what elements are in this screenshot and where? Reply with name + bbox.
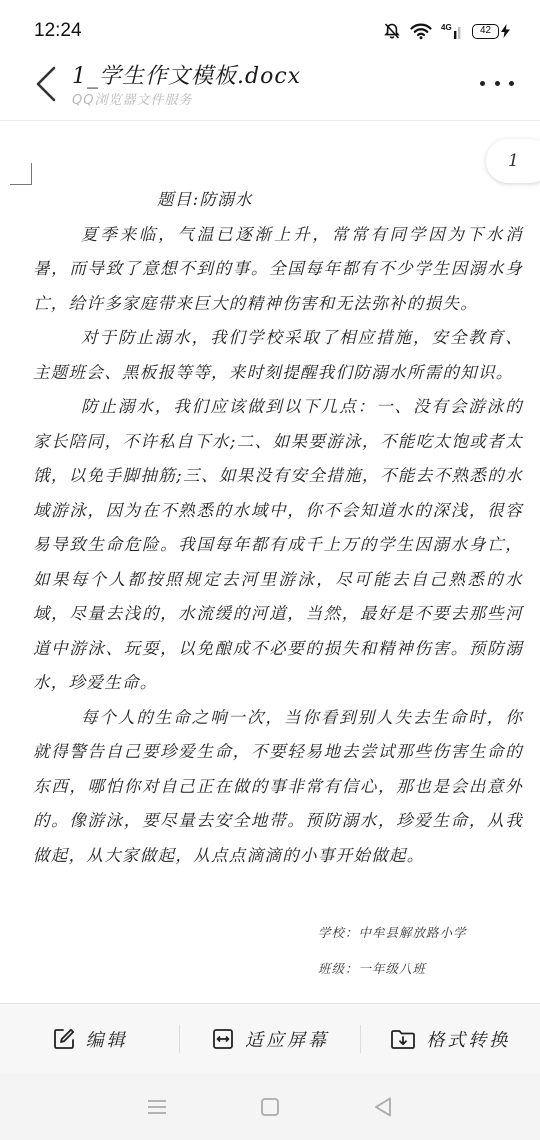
system-navigation-bar [0, 1073, 540, 1140]
more-dot-icon [480, 81, 485, 86]
bottom-toolbar [0, 1003, 540, 1073]
back-triangle-icon [373, 1096, 393, 1118]
signal-icon [441, 22, 463, 40]
battery-indicator [472, 24, 510, 39]
document-viewer[interactable] [0, 121, 540, 1003]
school-line: 学校：中牟县解放路小学 [318, 925, 467, 940]
recent-apps-button[interactable] [137, 1087, 177, 1127]
essay-paragraph: 对于防止溺水，我们学校采取了相应措施，安全教育、主题班会、黑板报等等，来时刻提醒我们防溺水所需的知识。 [33, 328, 523, 382]
document-title: 1_学生作文模板.docx [72, 64, 302, 89]
back-button[interactable] [28, 62, 64, 106]
network-type: 4G [441, 23, 452, 32]
back-arrow-icon [28, 62, 64, 106]
status-icons [383, 22, 510, 40]
wifi-icon [410, 22, 432, 40]
convert-download-icon [390, 1027, 416, 1051]
essay-paragraph: 每个人的生命之响一次，当你看到别人失去生命时，你就得警告自己要珍爱生命，不要轻易地去尝试那些伤害生命的东西，哪怕你对自己正在做的事非常有信心，那也是会出意外的。像游泳，要尽量去安全地带。预防溺水，珍爱生命，从我做起，从大家做起，从点点滴滴的小事开始做起。 [33, 707, 523, 865]
essay-paragraph: 夏季来临，气温已逐渐上升，常常有同学因为下水消暑，而导致了意想不到的事。全国每年都有不少学生因溺水身亡，给许多家庭带来巨大的精神伤害和无法弥补的损失。 [33, 224, 523, 313]
charging-icon [501, 24, 510, 38]
home-button[interactable] [250, 1087, 290, 1127]
document-source: QQ浏览器文件服务 [72, 93, 193, 108]
essay-paragraph: 防止溺水，我们应该做到以下几点：一、没有会游泳的家长陪同，不许私自下水;二、如果要游泳，不能吃太饱或者太饿，以免手脚抽筋;三、如果没有安全措施，不能去不熟悉的水域游泳，因为在不熟悉的水域中，你不会知道水的深浅，很容易导致生命危险。我国每年都有成千上万的学生因溺水身亡，如果每个人都按照规定去河里游泳，尽可能去自己熟悉的水域，尽量去浅的，水流缓的河道，当然，最好是不要去那些河道中游泳、玩耍，以免酿成不必要的损失和精神伤害。预防溺水，珍爱生命。 [33, 397, 523, 692]
format-convert-button[interactable] [361, 1019, 540, 1059]
fit-screen-label: 适应屏幕 [244, 1029, 329, 1051]
page-corner-mark [10, 163, 32, 185]
edit-icon [52, 1027, 76, 1051]
edit-button[interactable] [0, 1019, 179, 1059]
more-options-button[interactable] [480, 76, 514, 90]
edit-label: 编辑 [85, 1029, 128, 1051]
document-header [0, 50, 540, 120]
document-body [33, 183, 523, 873]
essay-title: 题目:防溺水 [157, 190, 253, 209]
home-square-icon [260, 1097, 280, 1117]
system-back-button[interactable] [363, 1087, 403, 1127]
page-number-indicator[interactable]: 1 [486, 139, 540, 183]
fit-screen-icon [211, 1027, 235, 1051]
menu-lines-icon [146, 1098, 168, 1116]
more-dot-icon [495, 81, 500, 86]
class-line: 班级：一年级八班 [318, 961, 427, 976]
mute-bell-icon [383, 22, 401, 40]
more-dot-icon [509, 81, 514, 86]
status-time: 12:24 [34, 20, 82, 41]
format-convert-label: 格式转换 [426, 1029, 511, 1051]
battery-level: 42 [472, 24, 499, 39]
fit-screen-button[interactable] [180, 1019, 359, 1059]
